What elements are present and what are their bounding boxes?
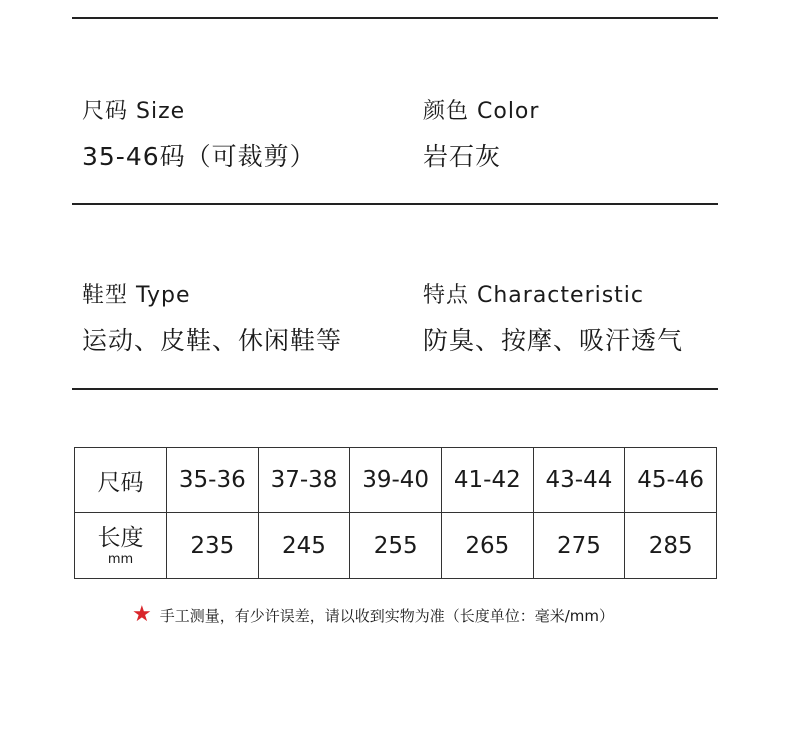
measurement-note [132,604,614,626]
spec-type-label: 鞋型 Type [82,283,191,308]
length-cell: 285 [625,513,717,579]
size-row-label: 尺码 [75,448,167,513]
spec-color-label: 颜色 Color [423,99,540,124]
length-cell: 245 [258,513,350,579]
spec-type-value: 运动、皮鞋、休闲鞋等 [82,326,343,355]
top-divider [72,17,718,19]
length-cell: 235 [167,513,259,579]
size-cell: 43-44 [533,448,625,513]
spec-color-value: 岩石灰 [423,142,502,171]
size-cell: 35-36 [167,448,259,513]
spec-feature-value: 防臭、按摩、吸汗透气 [423,326,684,355]
length-unit-label: mm [107,551,134,567]
spec-size [82,94,316,173]
size-cell: 37-38 [258,448,350,513]
length-row [75,513,717,579]
size-cell: 41-42 [441,448,533,513]
spec-type [82,278,342,357]
size-table [74,447,717,579]
size-cell: 39-40 [350,448,442,513]
middle-divider [72,203,718,205]
spec-size-value: 35-46码（可裁剪） [82,142,316,171]
bottom-divider [72,388,718,390]
star-icon: ★ [132,602,152,627]
size-row [75,448,717,513]
spec-size-label: 尺码 Size [82,99,186,124]
length-cell: 275 [533,513,625,579]
length-cell: 265 [441,513,533,579]
spec-color [423,94,539,173]
spec-feature-label: 特点 Characteristic [423,283,645,308]
length-row-label-cell [75,513,167,579]
spec-feature [423,278,683,357]
size-cell: 45-46 [625,448,717,513]
length-row-label: 长度 [97,524,144,551]
measurement-note-text: 手工测量，有少许误差，请以收到实物为准（长度单位：毫米/mm） [159,606,615,625]
length-cell: 255 [350,513,442,579]
